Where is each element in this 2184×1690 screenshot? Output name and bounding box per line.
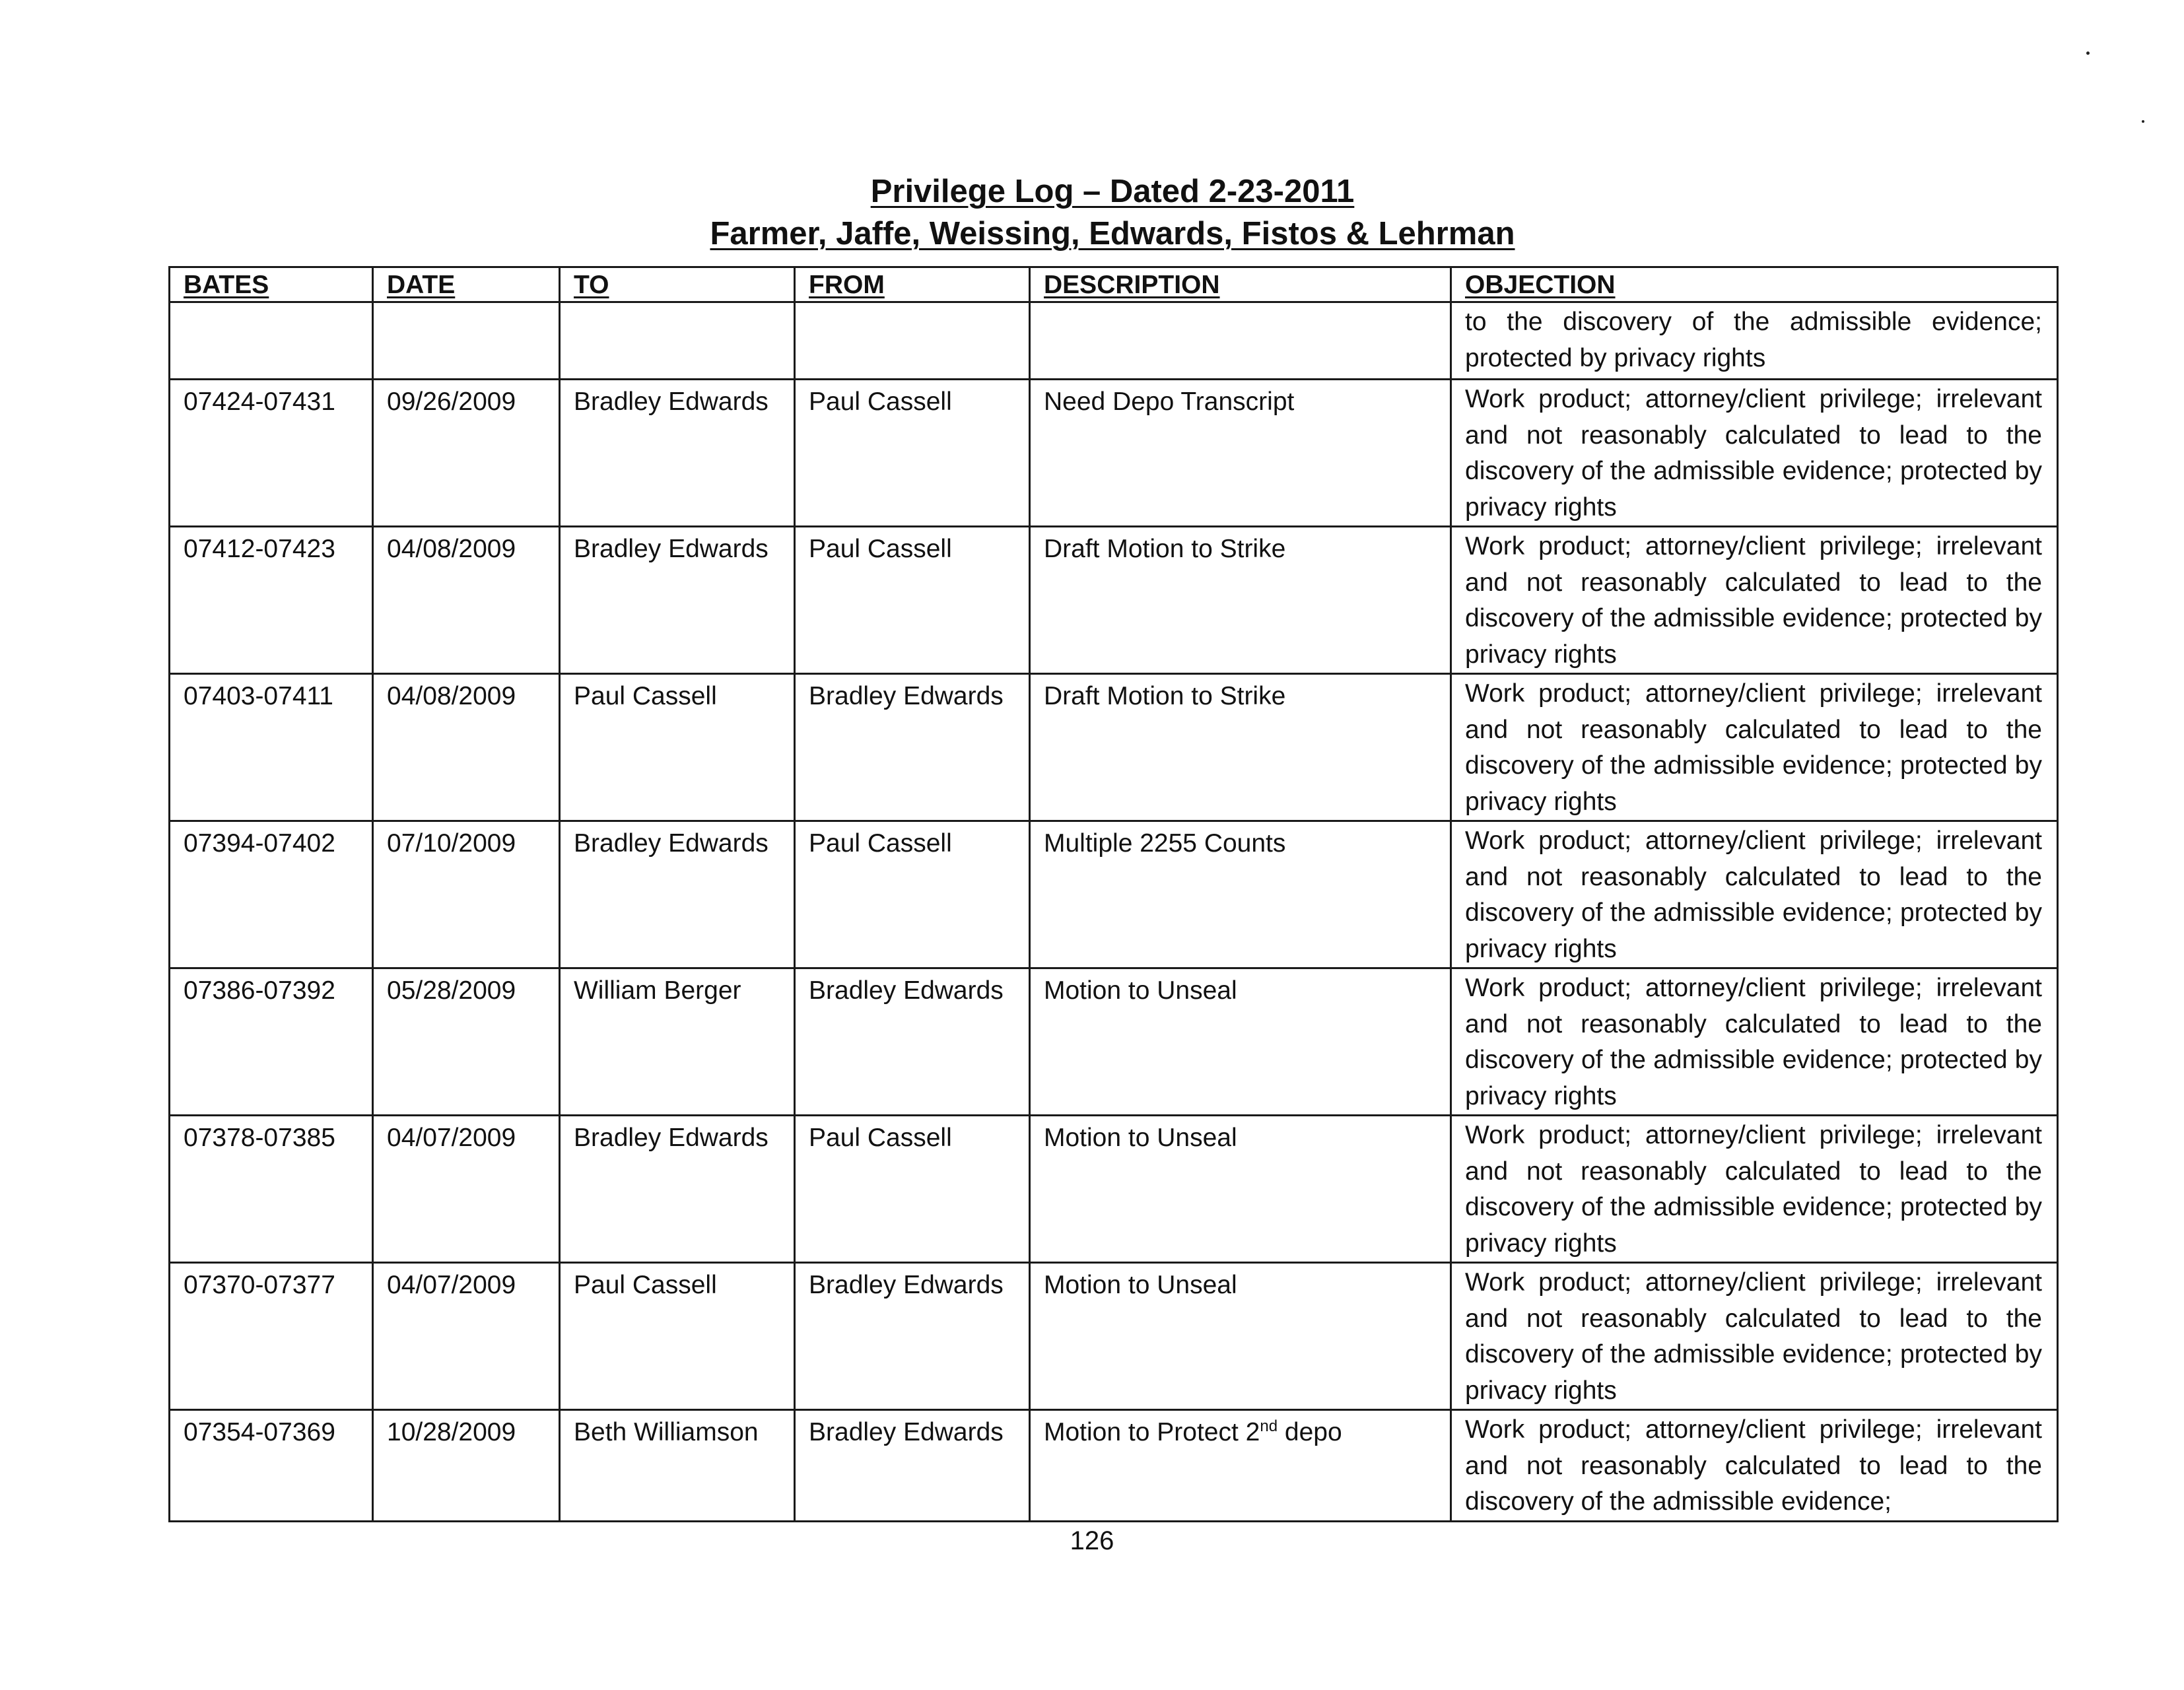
table-row <box>170 380 2058 527</box>
objection-cell: Work product; attorney/client privilege; irrelevant and not reasonably calculated to lead to the discovery of the admissible evidence; protected by privacy rights <box>1451 527 2058 674</box>
objection-cell: Work product; attorney/client privilege; irrelevant and not reasonably calculated to lead to the discovery of the admissible evidence; protected by privacy rights <box>1451 380 2058 527</box>
to-cell: Beth Williamson <box>560 1410 795 1522</box>
description-cell: Multiple 2255 Counts <box>1030 821 1451 968</box>
date-cell: 09/26/2009 <box>373 380 560 527</box>
table-row <box>170 821 2058 968</box>
from-cell: Paul Cassell <box>795 380 1030 527</box>
to-cell: Paul Cassell <box>560 674 795 821</box>
from-cell: Paul Cassell <box>795 527 1030 674</box>
table-header-row <box>170 267 2058 302</box>
scan-speck <box>2086 51 2090 55</box>
column-header-description: DESCRIPTION <box>1030 267 1451 302</box>
from-cell: Paul Cassell <box>795 821 1030 968</box>
from-cell: Paul Cassell <box>795 1116 1030 1263</box>
table-row-continued <box>170 302 2058 380</box>
description-cell <box>1030 1410 1451 1522</box>
to-cell: Paul Cassell <box>560 1263 795 1410</box>
table-row <box>170 1410 2058 1522</box>
column-header-objection: OBJECTION <box>1451 267 2058 302</box>
empty-cell <box>170 302 373 380</box>
from-cell: Bradley Edwards <box>795 968 1030 1116</box>
description-cell: Need Depo Transcript <box>1030 380 1451 527</box>
column-header-bates: BATES <box>170 267 373 302</box>
description-cell: Motion to Unseal <box>1030 1263 1451 1410</box>
description-cell: Draft Motion to Strike <box>1030 674 1451 821</box>
column-header-to: TO <box>560 267 795 302</box>
page-subtitle: Farmer, Jaffe, Weissing, Edwards, Fistos & Lehrman <box>710 216 1515 252</box>
page-title: Privilege Log – Dated 2-23-2011 <box>870 174 1355 209</box>
bates-cell: 07370-07377 <box>170 1263 373 1410</box>
to-cell: Bradley Edwards <box>560 527 795 674</box>
to-cell: William Berger <box>560 968 795 1116</box>
ordinal-suffix: nd <box>1260 1417 1278 1435</box>
from-cell: Bradley Edwards <box>795 674 1030 821</box>
empty-cell <box>373 302 560 380</box>
objection-cell: Work product; attorney/client privilege; irrelevant and not reasonably calculated to lead to the discovery of the admissible evidence; protected by privacy rights <box>1451 674 2058 821</box>
scan-speck <box>2142 120 2144 123</box>
column-header-date: DATE <box>373 267 560 302</box>
bates-cell: 07412-07423 <box>170 527 373 674</box>
date-cell: 04/08/2009 <box>373 527 560 674</box>
date-cell: 04/07/2009 <box>373 1116 560 1263</box>
bates-cell: 07354-07369 <box>170 1410 373 1522</box>
date-cell: 10/28/2009 <box>373 1410 560 1522</box>
objection-cell: Work product; attorney/client privilege; irrelevant and not reasonably calculated to lead to the discovery of the admissible evidence; protected by privacy rights <box>1451 1263 2058 1410</box>
to-cell: Bradley Edwards <box>560 380 795 527</box>
bates-cell: 07378-07385 <box>170 1116 373 1263</box>
table-row <box>170 1116 2058 1263</box>
date-cell: 04/08/2009 <box>373 674 560 821</box>
objection-cell: Work product; attorney/client privilege; irrelevant and not reasonably calculated to lead to the discovery of the admissible evidence; protected by privacy rights <box>1451 821 2058 968</box>
objection-cell: Work product; attorney/client privilege; irrelevant and not reasonably calculated to lead to the discovery of the admissible evidence; protected by privacy rights <box>1451 1116 2058 1263</box>
description-text-end: depo <box>1278 1418 1342 1446</box>
table-row <box>170 968 2058 1116</box>
empty-cell <box>560 302 795 380</box>
description-text: Motion to Protect 2 <box>1044 1418 1260 1446</box>
table-row <box>170 1263 2058 1410</box>
to-cell: Bradley Edwards <box>560 1116 795 1263</box>
bates-cell: 07403-07411 <box>170 674 373 821</box>
bates-cell: 07394-07402 <box>170 821 373 968</box>
privilege-log-table <box>168 266 2059 1522</box>
table-row <box>170 527 2058 674</box>
objection-cell: Work product; attorney/client privilege; irrelevant and not reasonably calculated to lead to the discovery of the admissible evidence; protected by privacy rights <box>1451 968 2058 1116</box>
page-number: 126 <box>1070 1526 1114 1555</box>
objection-cell: to the discovery of the admissible evidence; protected by privacy rights <box>1451 302 2058 380</box>
description-cell: Motion to Unseal <box>1030 968 1451 1116</box>
empty-cell <box>1030 302 1451 380</box>
objection-cell: Work product; attorney/client privilege; irrelevant and not reasonably calculated to lead to the discovery of the admissible evidence; <box>1451 1410 2058 1522</box>
bates-cell: 07386-07392 <box>170 968 373 1116</box>
title-block <box>165 170 2060 255</box>
date-cell: 07/10/2009 <box>373 821 560 968</box>
from-cell: Bradley Edwards <box>795 1410 1030 1522</box>
description-cell: Motion to Unseal <box>1030 1116 1451 1263</box>
date-cell: 04/07/2009 <box>373 1263 560 1410</box>
bates-cell: 07424-07431 <box>170 380 373 527</box>
empty-cell <box>795 302 1030 380</box>
from-cell: Bradley Edwards <box>795 1263 1030 1410</box>
description-cell: Draft Motion to Strike <box>1030 527 1451 674</box>
date-cell: 05/28/2009 <box>373 968 560 1116</box>
column-header-from: FROM <box>795 267 1030 302</box>
table-row <box>170 674 2058 821</box>
to-cell: Bradley Edwards <box>560 821 795 968</box>
